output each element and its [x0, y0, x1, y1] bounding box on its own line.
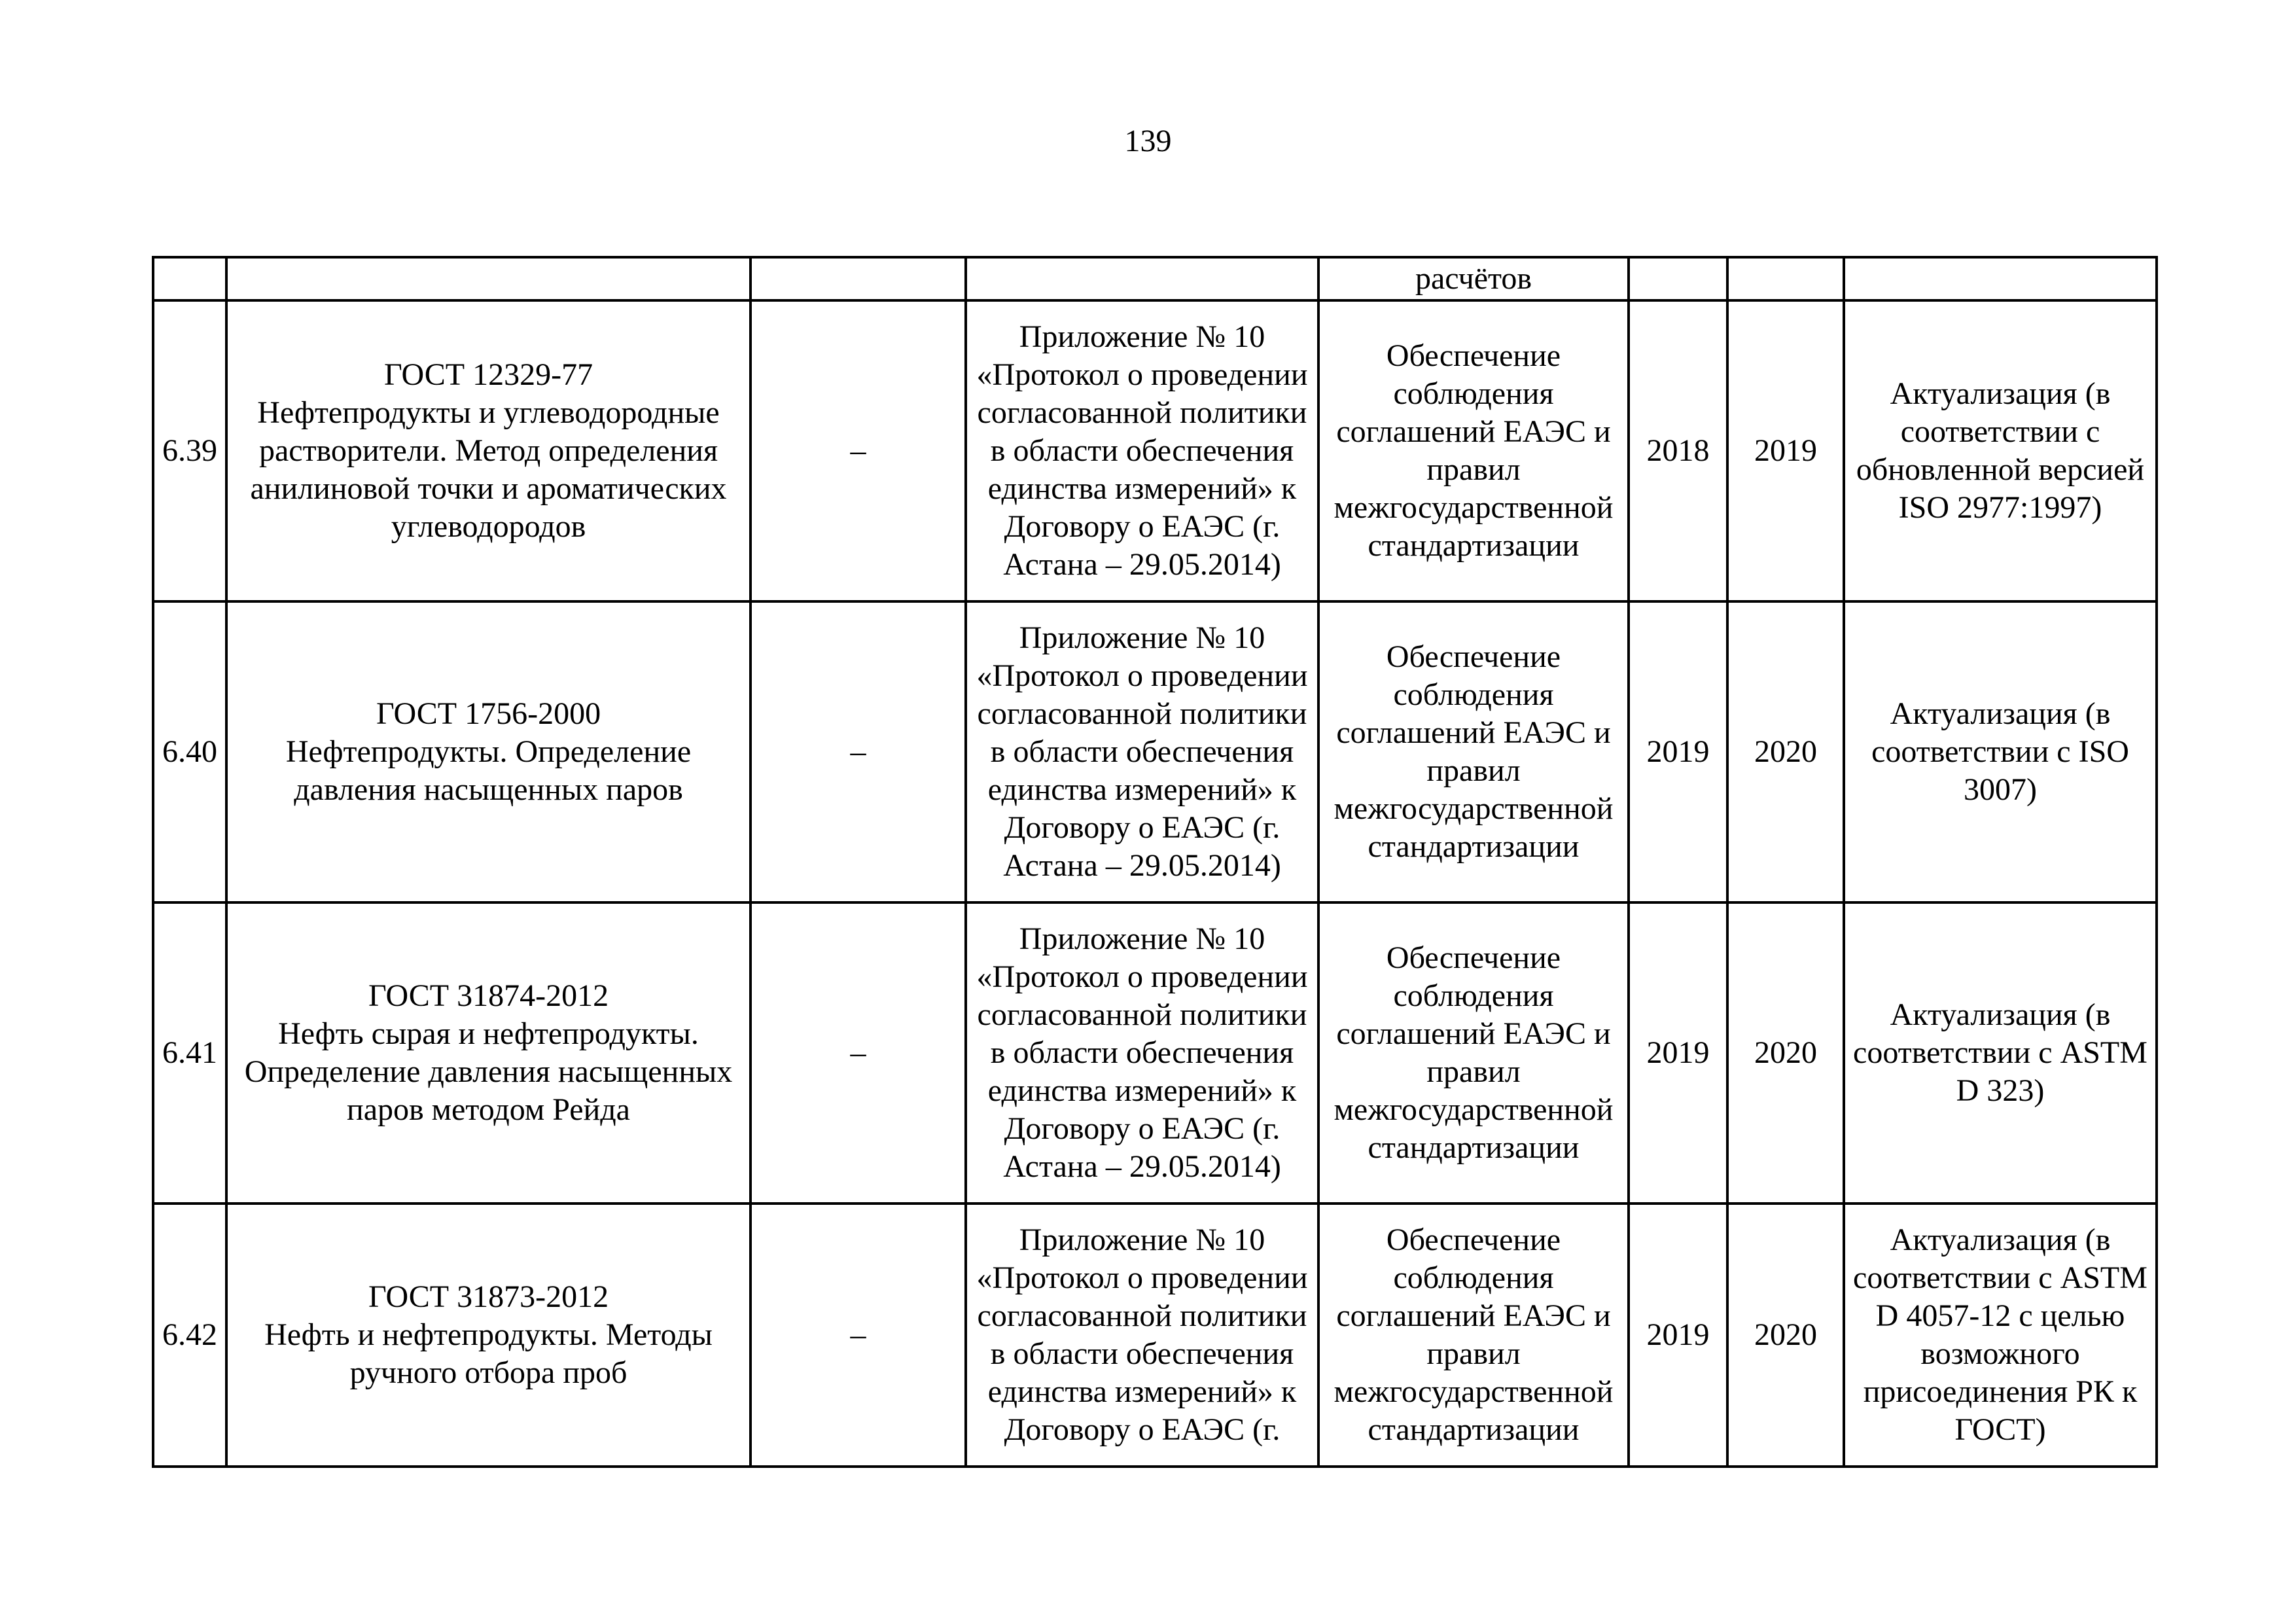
- document-ref: Приложение № 10 «Протокол о проведении согласованной политики в области обеспечения единства измерений» к Договору о ЕАЭС (г.: [966, 1204, 1318, 1467]
- standard-title: Нефтепродукты и углеводородные растворители. Метод определения анилиновой точки и ароматических углеводородов: [250, 395, 727, 544]
- standard-code: ГОСТ 31874-2012: [368, 978, 609, 1013]
- table-row: [153, 902, 2157, 1204]
- table-row: [153, 1204, 2157, 1467]
- cell-empty: [751, 257, 966, 300]
- note: Актуализация (в соответствии с ASTM D 4057-12 с целью возможного присоединения РК к ГОСТ): [1844, 1204, 2157, 1467]
- note: Актуализация (в соответствии с ISO 3007): [1844, 601, 2157, 902]
- dash-cell: –: [751, 1204, 966, 1467]
- purpose: Обеспечение соблюдения соглашений ЕАЭС и правил межгосударственной стандартизации: [1318, 1204, 1629, 1467]
- start-year: 2019: [1629, 601, 1727, 902]
- row-number: 6.42: [153, 1204, 226, 1467]
- dash-cell: –: [751, 601, 966, 902]
- cell-empty: [1629, 257, 1727, 300]
- page-number: 139: [1124, 124, 1172, 158]
- table-row: [153, 300, 2157, 601]
- standard-cell: [226, 601, 751, 902]
- dash-cell: –: [751, 300, 966, 601]
- standard-code: ГОСТ 12329-77: [383, 357, 593, 392]
- end-year: 2020: [1727, 601, 1844, 902]
- standard-cell: [226, 902, 751, 1204]
- end-year: 2019: [1727, 300, 1844, 601]
- row-number: 6.40: [153, 601, 226, 902]
- standard-cell: [226, 1204, 751, 1467]
- cell-empty: [153, 257, 226, 300]
- note: Актуализация (в соответствии с обновленной версией ISO 2977:1997): [1844, 300, 2157, 601]
- standard-code: ГОСТ 1756-2000: [376, 696, 601, 731]
- standard-title: Нефть сырая и нефтепродукты. Определение давления насыщенных паров методом Рейда: [244, 1016, 733, 1127]
- standard-title: Нефтепродукты. Определение давления насыщенных паров: [285, 734, 692, 807]
- table-row: [153, 601, 2157, 902]
- purpose: Обеспечение соблюдения соглашений ЕАЭС и правил межгосударственной стандартизации: [1318, 902, 1629, 1204]
- purpose: Обеспечение соблюдения соглашений ЕАЭС и правил межгосударственной стандартизации: [1318, 300, 1629, 601]
- cell-empty: [966, 257, 1318, 300]
- row-number: 6.39: [153, 300, 226, 601]
- continuation-text: расчётов: [1318, 257, 1629, 300]
- end-year: 2020: [1727, 1204, 1844, 1467]
- cell-empty: [226, 257, 751, 300]
- start-year: 2019: [1629, 902, 1727, 1204]
- standard-title: Нефть и нефтепродукты. Методы ручного отбора проб: [264, 1317, 713, 1390]
- standard-code: ГОСТ 31873-2012: [368, 1279, 609, 1314]
- dash-cell: –: [751, 902, 966, 1204]
- document-ref: Приложение № 10 «Протокол о проведении согласованной политики в области обеспечения единства измерений» к Договору о ЕАЭС (г. Астана – 29.05.2014): [966, 902, 1318, 1204]
- cell-empty: [1727, 257, 1844, 300]
- start-year: 2019: [1629, 1204, 1727, 1467]
- cell-empty: [1844, 257, 2157, 300]
- standards-table: [152, 256, 2158, 1468]
- continuation-row: [153, 257, 2157, 300]
- purpose: Обеспечение соблюдения соглашений ЕАЭС и правил межгосударственной стандартизации: [1318, 601, 1629, 902]
- document-ref: Приложение № 10 «Протокол о проведении согласованной политики в области обеспечения единства измерений» к Договору о ЕАЭС (г. Астана – 29.05.2014): [966, 601, 1318, 902]
- note: Актуализация (в соответствии с ASTM D 323): [1844, 902, 2157, 1204]
- row-number: 6.41: [153, 902, 226, 1204]
- standard-cell: [226, 300, 751, 601]
- end-year: 2020: [1727, 902, 1844, 1204]
- document-ref: Приложение № 10 «Протокол о проведении согласованной политики в области обеспечения единства измерений» к Договору о ЕАЭС (г. Астана – 29.05.2014): [966, 300, 1318, 601]
- start-year: 2018: [1629, 300, 1727, 601]
